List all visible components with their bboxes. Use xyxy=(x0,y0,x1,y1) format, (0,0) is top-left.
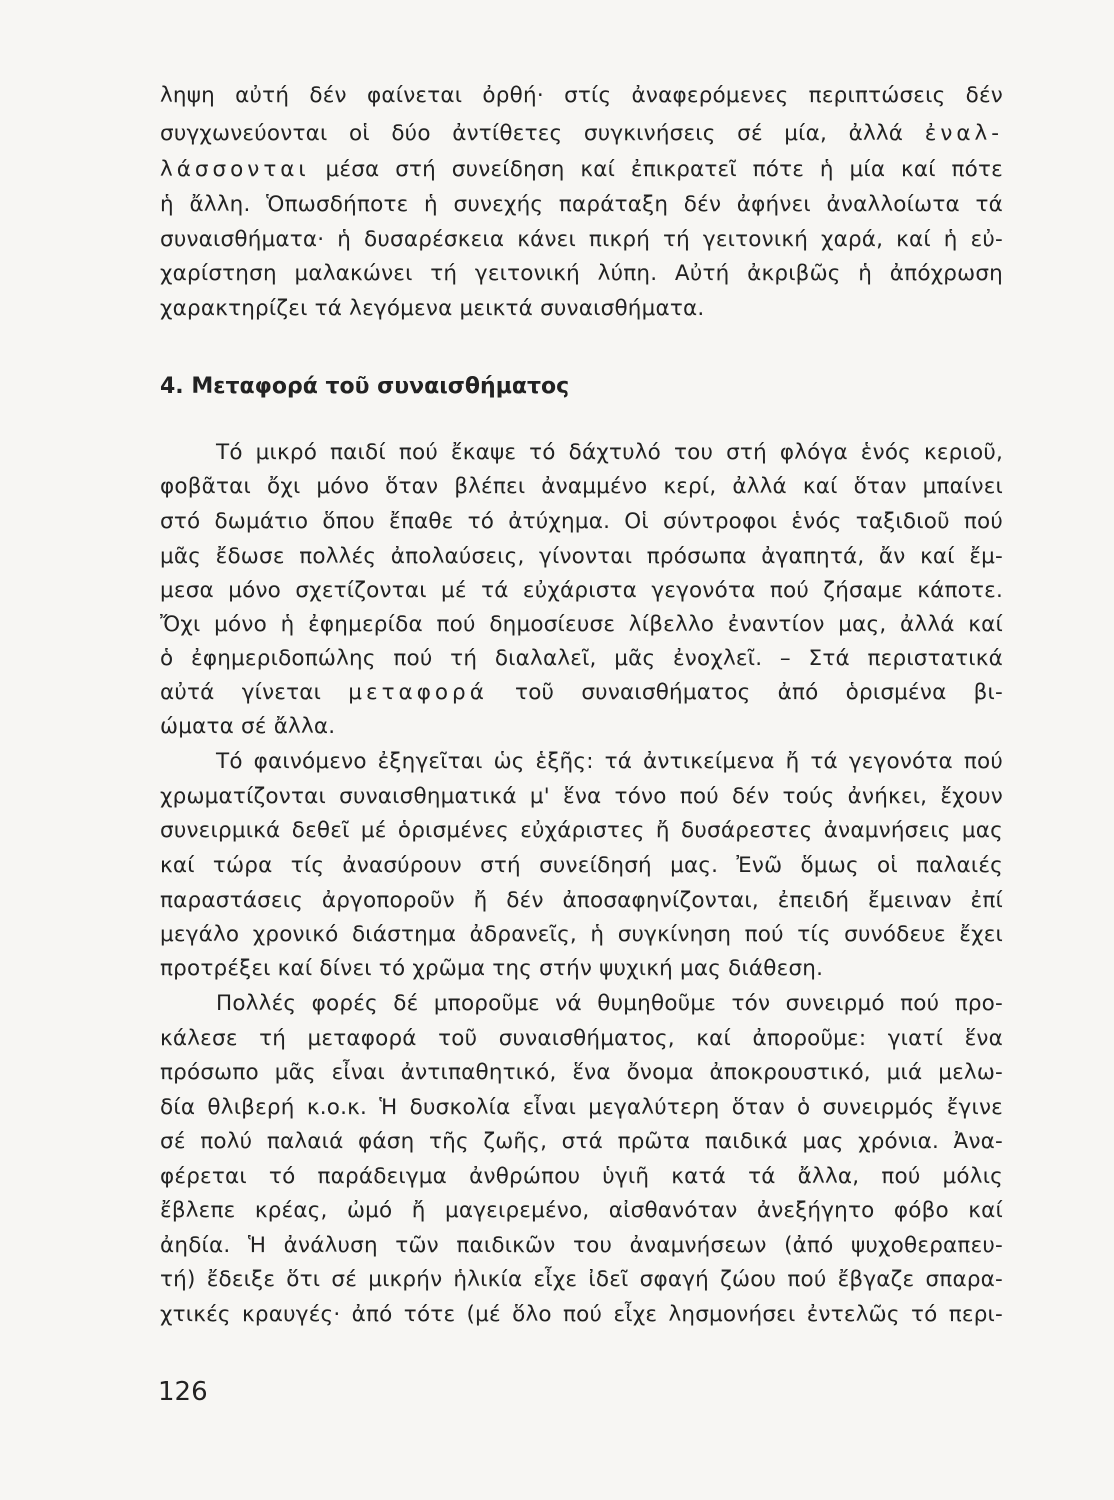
text-line: σέ πολύ παλαιά φάση τῆς ζωῆς, στά πρῶτα παιδικά μας χρόνια. Ἀνα- xyxy=(160,1129,1003,1154)
text-line: ἀηδία. Ἡ ἀνάλυση τῶν παιδικῶν του ἀναμνήσεων (ἀπό ψυχοθεραπευ- xyxy=(160,1233,1003,1258)
spaced-emphasis: λάσσονται xyxy=(160,157,310,182)
text-segment: μέσα στή συνείδηση καί ἐπικρατεῖ πότε ἡ μία καί πότε xyxy=(325,157,1003,182)
text-line: Ὄχι μόνο ἡ ἐφημερίδα πού δημοσίευσε λίβελλο ἐναντίον μας, ἀλλά καί xyxy=(160,612,1003,637)
text-line: Τό μικρό παιδί πού ἔκαψε τό δάχτυλό του στή φλόγα ἑνός κεριοῦ, xyxy=(216,440,1003,465)
text-line xyxy=(160,675,1003,711)
text-line: πρόσωπο μᾶς εἶναι ἀντιπαθητικό, ἕνα ὄνομα ἀποκρουστικό, μιά μελω- xyxy=(160,1060,1003,1085)
text-line: μεγάλο χρονικό διάστημα ἀδρανεῖς, ἡ συγκίνηση πού τίς συνόδευε ἔχει xyxy=(160,922,1003,947)
text-line: χαρίστηση μαλακώνει τή γειτονική λύπη. Αὐτή ἀκριβῶς ἡ ἀπόχρωση xyxy=(160,261,1003,286)
text-segment: αὐτά γίνεται xyxy=(160,680,322,705)
text-line: τή) ἔδειξε ὅτι σέ μικρήν ἡλικία εἶχε ἰδεῖ σφαγή ζώου πού ἔβγαζε σπαρα- xyxy=(160,1267,1003,1292)
text-line: φέρεται τό παράδειγμα ἀνθρώπου ὑγιῆ κατά τά ἄλλα, πού μόλις xyxy=(160,1164,1003,1189)
section-heading: 4. Μεταφορά τοῦ συναισθήματος xyxy=(160,374,570,399)
text-line: μᾶς ἔδωσε πολλές ἀπολαύσεις, γίνονται πρόσωπα ἀγαπητά, ἄν καί ἔμ- xyxy=(160,544,1003,569)
text-line: συνειρμικά δεθεῖ μέ ὁρισμένες εὐχάριστες ἤ δυσάρεστες ἀναμνήσεις μας xyxy=(160,818,1003,843)
text-line: χτικές κραυγές· ἀπό τότε (μέ ὅλο πού εἶχε λησμονήσει ἐντελῶς τό περι- xyxy=(160,1302,1003,1327)
text-line: κάλεσε τή μεταφορά τοῦ συναισθήματος, καί ἀποροῦμε: γιατί ἕνα xyxy=(160,1026,1003,1051)
text-line: χρωματίζονται συναισθηματικά μ' ἕνα τόνο πού δέν τούς ἀνήκει, ἔχουν xyxy=(160,784,1003,809)
spaced-emphasis: μεταφορά xyxy=(348,680,488,705)
text-line: στό δωμάτιο ὅπου ἔπαθε τό ἀτύχημα. Οἱ σύντροφοι ἑνός ταξιδιοῦ πού xyxy=(160,509,1003,534)
text-line: ὁ ἐφημεριδοπώλης πού τή διαλαλεῖ, μᾶς ἐνοχλεῖ. – Στά περιστατικά xyxy=(160,646,1003,671)
text-line xyxy=(160,152,1003,188)
text-line: ληψη αὐτή δέν φαίνεται ὀρθή· στίς ἀναφερόμενες περιπτώσεις δέν xyxy=(160,83,1003,108)
text-line: ἔβλεπε κρέας, ὠμό ἤ μαγειρεμένο, αἰσθανόταν ἀνεξήγητο φόβο καί xyxy=(160,1198,1003,1223)
text-segment: τοῦ συναισθήματος ἀπό ὁρισμένα βι- xyxy=(515,680,1003,705)
text-line: χαρακτηρίζει τά λεγόμενα μεικτά συναισθήματα. xyxy=(160,296,705,321)
text-line: Τό φαινόμενο ἐξηγεῖται ὡς ἑξῆς: τά ἀντικείμενα ἤ τά γεγονότα πού xyxy=(216,749,1003,774)
text-segment: συγχωνεύονται οἱ δύο ἀντίθετες συγκινήσεις σέ μία, ἀλλά xyxy=(160,121,904,146)
text-line: καί τώρα τίς ἀνασύρουν στή συνείδησή μας. Ἐνῶ ὅμως οἱ παλαιές xyxy=(160,853,1003,878)
text-line: προτρέξει καί δίνει τό χρῶμα της στήν ψυχική μας διάθεση. xyxy=(160,956,824,981)
page-number: 126 xyxy=(158,1377,208,1407)
text-line xyxy=(160,116,1003,152)
text-line: συναισθήματα· ἡ δυσαρέσκεια κάνει πικρή τή γειτονική χαρά, καί ἡ εὐ- xyxy=(160,227,1003,252)
text-line: φοβᾶται ὄχι μόνο ὅταν βλέπει ἀναμμένο κερί, ἀλλά καί ὅταν μπαίνει xyxy=(160,474,1003,499)
text-line: ἡ ἄλλη. Ὁπωσδήποτε ἡ συνεχής παράταξη δέν ἀφήνει ἀναλλοίωτα τά xyxy=(160,192,1003,217)
spaced-emphasis: ἐναλ- xyxy=(924,121,1003,146)
text-line: μεσα μόνο σχετίζονται μέ τά εὐχάριστα γεγονότα πού ζήσαμε κάποτε. xyxy=(160,578,1003,603)
text-line: Πολλές φορές δέ μποροῦμε νά θυμηθοῦμε τόν συνειρμό πού προ- xyxy=(216,991,1003,1016)
text-line: παραστάσεις ἀργοποροῦν ἤ δέν ἀποσαφηνίζονται, ἐπειδή ἔμειναν ἐπί xyxy=(160,888,1003,913)
text-line: δία θλιβερή κ.ο.κ. Ἡ δυσκολία εἶναι μεγαλύτερη ὅταν ὁ συνειρμός ἔγινε xyxy=(160,1095,1003,1120)
text-line: ώματα σέ ἄλλα. xyxy=(160,714,336,739)
